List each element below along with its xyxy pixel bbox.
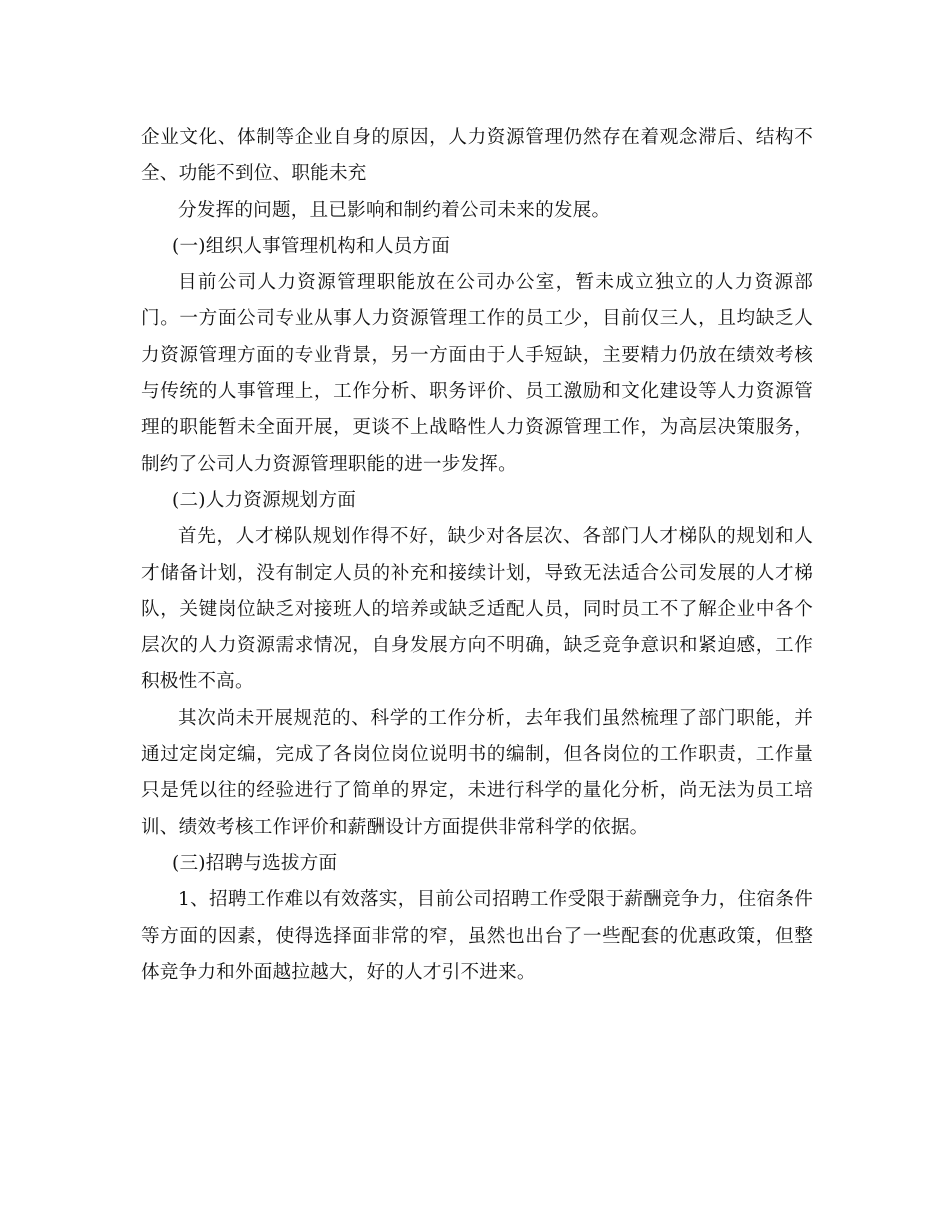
- document-body: [141, 120, 813, 991]
- paragraph: 1、招聘工作难以有效落实，目前公司招聘工作受限于薪酬竞争力，住宿条件等方面的因素，使得选择面非常的窄，虽然也出台了一些配套的优惠政策，但整体竞争力和外面越拉越大，好的人才引不进来。: [141, 889, 813, 983]
- paragraph: 目前公司人力资源管理职能放在公司办公室，暂未成立独立的人力资源部门。一方面公司专业从事人力资源管理工作的员工少，目前仅三人，且均缺乏人力资源管理方面的专业背景，另一方面由于人手短缺，主要精力仍放在绩效考核与传统的人事管理上，工作分析、职务评价、员工激励和文化建设等人力资源管理的职能暂未全面开展，更谈不上战略性人力资源管理工作，为高层决策服务，制约了公司人力资源管理职能的进一步发挥。: [141, 272, 813, 475]
- section-heading-2: (二)人力资源规划方面: [172, 489, 357, 511]
- paragraph: 首先，人才梯队规划作得不好，缺少对各层次、各部门人才梯队的规划和人才储备计划，没有制定人员的补充和接续计划，导致无法适合公司发展的人才梯队，关键岗位缺乏对接班人的培养或缺乏适配人员，同时员工不了解企业中各个层次的人力资源需求情况，自身发展方向不明确，缺乏竞争意识和紧迫感，工作积极性不高。: [141, 526, 813, 693]
- section-heading-3: (三)招聘与选拔方面: [172, 852, 338, 874]
- paragraph: 其次尚未开展规范的、科学的工作分析，去年我们虽然梳理了部门职能，并通过定岗定编，完成了各岗位岗位说明书的编制，但各岗位的工作职责，工作量只是凭以往的经验进行了简单的界定，未进行科学的量化分析，尚无法为员工培训、绩效考核工作评价和薪酬设计方面提供非常科学的依据。: [141, 707, 813, 838]
- paragraph: 分发挥的问题，且已影响和制约着公司未来的发展。: [178, 199, 611, 221]
- section-heading-1: (一)组织人事管理机构和人员方面: [172, 235, 451, 257]
- paragraph-continued: 企业文化、体制等企业自身的原因，人力资源管理仍然存在着观念滞后、结构不全、功能不到位、职能未充: [141, 127, 813, 185]
